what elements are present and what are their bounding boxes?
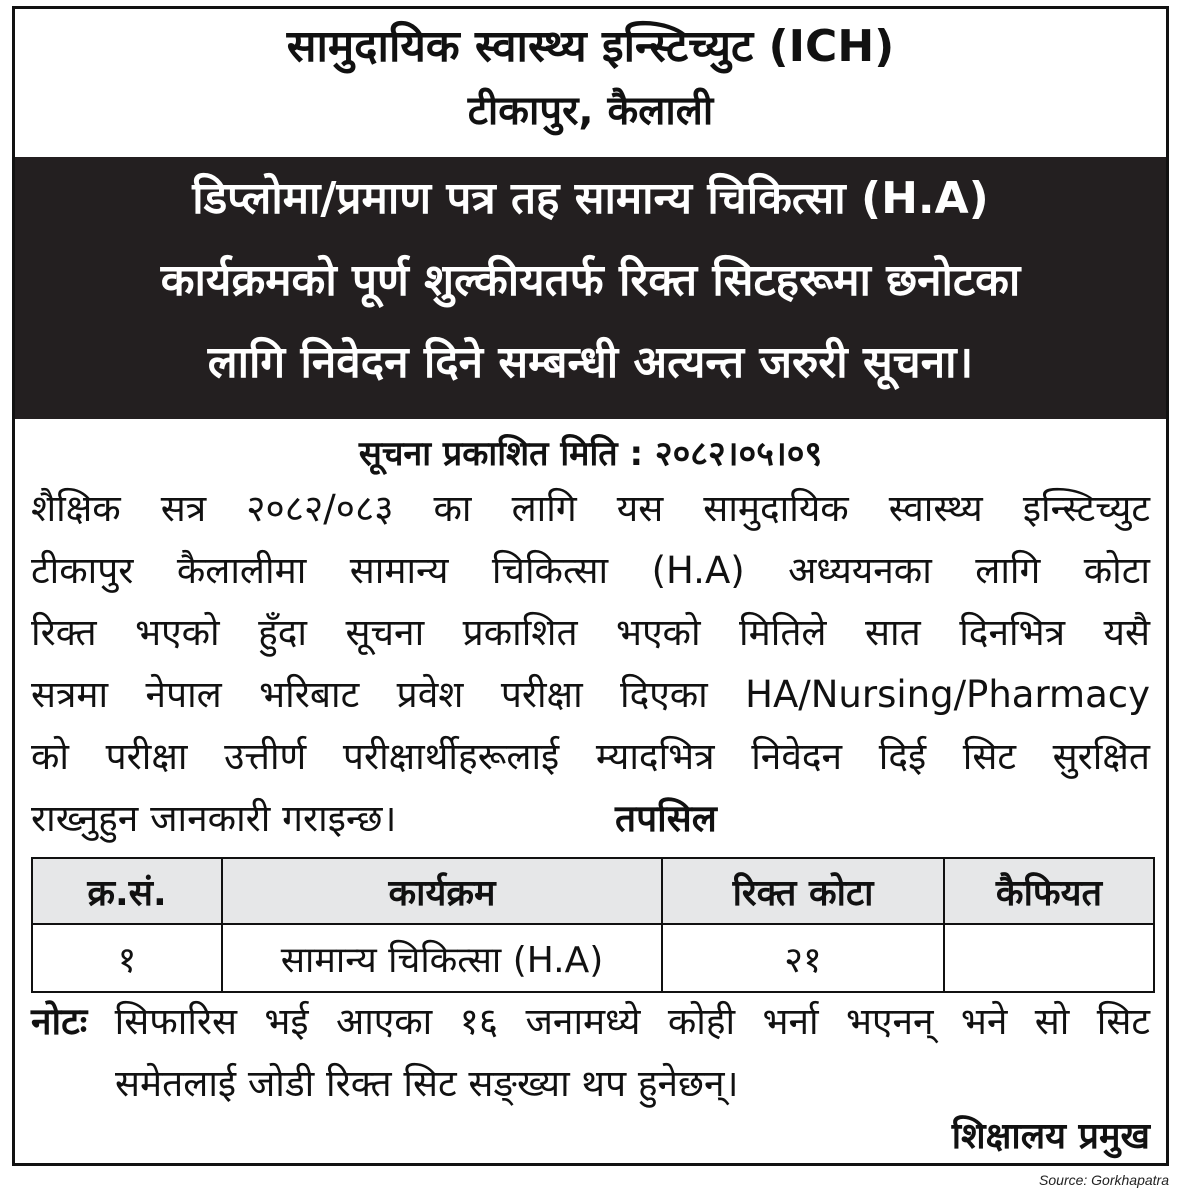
tapasil-heading: तपसिल [615, 797, 717, 840]
cell-serial: १ [32, 924, 222, 992]
banner-line-3: लागि निवेदन दिने सम्बन्धी अत्यन्त जरुरी सूचना। [207, 337, 974, 388]
institute-title: सामुदायिक स्वास्थ्य इन्स्टिच्युट (ICH) [286, 21, 895, 72]
body-line-5: को परीक्षा उत्तीर्ण परीक्षार्थीहरूलाई म्यादभित्र निवेदन दिई सिट सुरक्षित [31, 735, 1150, 778]
table-header-row [32, 858, 1154, 924]
col-header-remarks: कैफियत [944, 858, 1154, 924]
table-row [32, 924, 1154, 992]
source-credit: Source: Gorkhapatra [1039, 1172, 1169, 1188]
banner-line-2: कार्यक्रमको पूर्ण शुल्कीयतर्फ रिक्त सिटहरूमा छनोटका [160, 255, 1021, 306]
notice-frame [12, 6, 1169, 1166]
cell-vacant-quota: २१ [662, 924, 944, 992]
institute-location: टीकापुर, कैलाली [467, 88, 714, 134]
col-header-serial: क्र.सं. [32, 858, 222, 924]
cell-program: सामान्य चिकित्सा (H.A) [222, 924, 662, 992]
note-line-1 [31, 1002, 1150, 1043]
quota-table [31, 857, 1155, 993]
body-line-4: सत्रमा नेपाल भरिबाट प्रवेश परीक्षा दिएका HA/Nursing/Pharmacy [31, 673, 1150, 716]
col-header-program: कार्यक्रम [222, 858, 662, 924]
signature-principal: शिक्षालय प्रमुख [951, 1116, 1150, 1157]
publish-date: सूचना प्रकाशित मिति : २०८२।०५।०९ [358, 434, 823, 474]
notice-banner [15, 157, 1166, 419]
note-label: नोटः [31, 1000, 88, 1043]
banner-line-1: डिप्लोमा/प्रमाण पत्र तह सामान्य चिकित्सा (H.A) [192, 173, 989, 224]
body-line-3: रिक्त भएको हुँदा सूचना प्रकाशित भएको मितिले सात दिनभित्र यसै [31, 611, 1150, 654]
body-line-1: शैक्षिक सत्र २०८२/०८३ का लागि यस सामुदायिक स्वास्थ्य इन्स्टिच्युट [31, 487, 1150, 530]
body-line-2: टीकापुर कैलालीमा सामान्य चिकित्सा (H.A) अध्ययनका लागि कोटा [31, 549, 1150, 592]
note-text-1: सिफारिस भई आएका १६ जनामध्ये कोही भर्ना भएनन् भने सो सिट [114, 1000, 1150, 1043]
col-header-vacant-quota: रिक्त कोटा [662, 858, 944, 924]
note-line-2: समेतलाई जोडी रिक्त सिट सङ्ख्या थप हुनेछन्। [115, 1062, 739, 1105]
cell-remarks [944, 924, 1154, 992]
body-line-6: राख्नुहुन जानकारी गराइन्छ। [31, 797, 397, 840]
